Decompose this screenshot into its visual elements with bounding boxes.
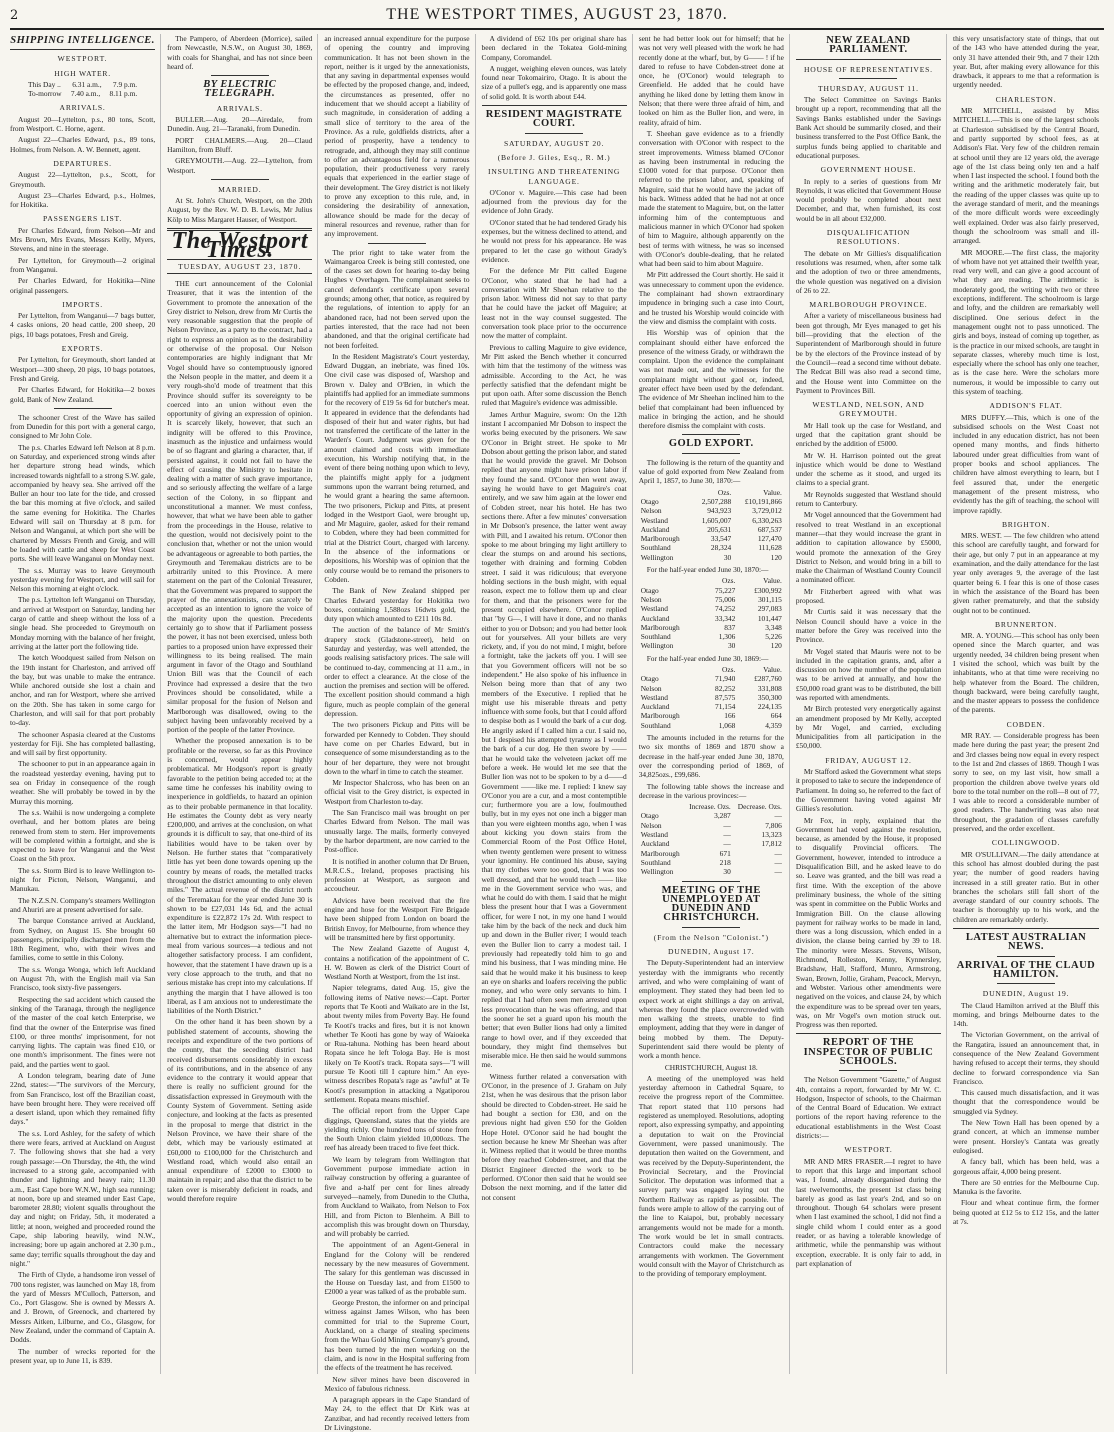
masthead (10, 6, 1104, 30)
news-paragraph: This caused much dissatisfaction, and it was thought that the correspondence would be smuggled via Sydney. (953, 1088, 1100, 1116)
leader-paragraph: Whether the proposed annexation is to be profitable or the reverse, so far as this Province is concerned, would appear highly problematical. Mr Hodgson's report is greatly favorable to the petition being acceded to; at the same time he confesses his inability owing to inexperience in goldfields, to hazard an opinion as to their probable permanence in that locality. He estimates the County debt as very nearly £200,000, and arrives at the conclusion, on what grounds it is difficult to say, that one-third of its liabilities would have to be taken over by Nelson. He further states that "comparatively little has yet been done towards opening up the country by means of roads, the metalled tracks throughout the district amounting to only eleven miles." The actual revenue of the district north of the Teremakau for the year ended June 30 is shown to be £27,031 14s 6d, and the actual expenditure is £22,872 17s 2d. With respect to the latter item, Mr Hodgson says—"I had no alternative but to extract the information piece-meal from various sources—a tedious and not altogether satisfactory process. I am confident, however, that the statement I have drawn up is a very close approach to the truth, and that no serious mistake has crept into my calculations. If anything the margin that I have allowed is too liberal, as I am anxious not to underestimate the liabilities of the North District." (167, 736, 313, 1016)
table-row: Marlborough 837 3,348 (640, 622, 782, 632)
half-year-1869: For the half-year ended June 30, 1869:— (646, 653, 769, 663)
table-row: Wellington 30 120 (640, 641, 782, 651)
paper-nameplate: The Westport Times. (171, 228, 308, 264)
news-paragraph: Advices have been received that the fire engine and hose for the Westport Fire Brigade have been shipped from London on board the British Envoy, for Melbourne, from whence they will be transmitted here by first opportunity. (324, 895, 470, 942)
telegraph-entry: PORT CHALMERS.—Aug. 20—Claud Hamilton, from Bluff. (167, 135, 313, 154)
shipping-paragraph: The s.s. Lord Ashley, for the safety of which there were fears, arrived at Auckland on August 7. The following shows that she had a very rough passage:—On Thursday, the 4th, the wind increased to a strong gale, accompanied with thunder and lightning and heavy rain; 11.30 a.m., East Cape bore W.N.W., high sea running; at noon, bore up and steamed under East Cape, barometer 28.80; violent squalls throughout the day and night; on Friday, 5th, it moderated a little; at noon, weighed and proceeded round the Cape, ship laboring heavily, wind N.W., increasing; bore up again anchored at 2.30 p.m., same day; terrific squalls throughout the day and night." (10, 1128, 156, 1268)
school-heading: CHARLESTON. (995, 94, 1057, 104)
gold-export-heading: GOLD EXPORT. (668, 438, 754, 450)
australian-news-heading: LATEST AUSTRALIAN NEWS. (965, 932, 1087, 953)
school-heading: COBDEN. (1006, 719, 1046, 729)
parliament-paragraph: Mr Vogel stated that Mauris were not to be included in the capitation grants, and, after a discussion on how the number of the population was to be arrived at annually, and how the £50,000 road grant was to be distributed, the bill was reported with amendments. (795, 646, 942, 702)
arrival-entry: August 20—Lyttelton, p.s., 80 tons, Scott, from Westport. C. Horne, agent. (10, 114, 156, 134)
column-5 (639, 34, 790, 1374)
news-paragraph: A paragraph appears in the Cape Standard of May 24, to the effect that Dr Kirk was at Zanzibar, and had recently received letters from Dr Livingstone. (324, 1395, 470, 1432)
court-paragraph: Mr Pitt addressed the Court shortly. He said it was unnecessary to comment upon the evidence. The complainant had shown extraordinary impudence in bringing such a case into Court, and he trusted his Worship would coincide with the view and dismiss the complaint with costs. (638, 270, 784, 326)
table-row: Wellington 30 — (640, 867, 782, 877)
masthead-title: THE WESTPORT TIMES, AUGUST 23, 1870. (386, 6, 728, 23)
news-paragraph: The appointment of an Agent-General in England for the Colony will be rendered necessary by the new measures of Government. The salary for this gentleman was discussed in the House on Tuesday last, and from £1500 to £2000 a year was talked of as the probable sum. (324, 1240, 470, 1296)
news-paragraph: The prior right to take water from the Waimangaroa Creek is being still contested, one of the cases set down for hearing to-day being Hughes v Overhagen. The complainant seeks to cancel defendant's certificate upon several grounds; among other, that notice, as required by the regulations, of intention to apply for an abandoned race, had not been served upon the parties interested, that the race had not been abandoned, and that the original certificate had not been forfeited. (324, 247, 470, 350)
school-heading: BRIGHTON. (1001, 519, 1051, 529)
school-heading: COLLINGWOOD. (991, 838, 1061, 848)
court-paragraph: Previous to calling Maguire to give evidence, Mr Pitt asked the Bench whether it concurred with him that the testimony of the witness was admissible. According to the Act, he was perfectly satisfied that the defendant might be put upon oath. After some discussion the Bench ruled that Maguire's evidence was admissible. (481, 342, 627, 408)
court-bench: (Before J. Giles, Esq., R. M.) (497, 152, 611, 162)
tide-row: To-morrow 7.40 a.m., 8.11 p.m. (28, 89, 138, 99)
high-water-heading: HIGH WATER. (54, 68, 111, 78)
court-paragraph: For the defence Mr Pitt called Eugene O'Conor, who stated that he had had a conversation with Mr Sheehan relative to the prison labor. Witness did not say to that party that he could have the jacket off Maguire; at least not in the way counsel suggested. The conversation took place prior to the occurrence now the matter of complaint. (481, 266, 627, 341)
leader-continued: an increased annual expenditure for the purpose of opening the country and improving communication. It has not been shown in the report, neither is it urged by the annexationists, that any saving in departmental expenses would be effected by the proposed change, and, indeed, the circumstances as presented, offer no inducement that we should accept a liability of such magnitude, in consideration of adding a small slice of territory to the area of the Province. As a rule, goldfields districts, after a period of prosperity, have a tendency to retrograde, and, although they may still continue to offer an advantageous field for a numerous population, their productiveness very rarely equals that experienced in the earlier stage of their development. The Grey district is not likely to prove any exception to this rule, and, in considering the desirability of annexation, allowance should be made for the decay of mineral resources and revenue, rather than for any improvement. (324, 34, 470, 239)
court-paragraph: T. Sheehan gave evidence as to a friendly conversation with O'Conor with respect to the street improvements. Witness blamed O'Conor as having been instrumental in reducing the £1000 voted for that purpose. O'Conor then referred to the prison labor, and, speaking of Maguire, said that he would have the jacket off his back. Witness added that he had not at once made the statement to Maguire, but, on the latter informing him of the contemptuous and malicious manner in which O'Conor had spoken of him to Maguire, although apparently on the best of terms with witness, he was so incensed with O'Conor's double-dealing, that he related what had been said to him about Maguire. (638, 128, 784, 269)
school-paragraph: MR RAY. — Considerable progress has been made here during the past year; the present 2nd and 3rd classes being now equal in every respect to the 1st and 2nd classes of 1869. Though I was sorry to see, on my last visit, how small a proportion the children above twelve years old bore to the total number on the roll—8 out of 77, I was able to record a considerable number of good readers. The handwriting was also neat throughout, the gradation of classes carefully preserved, and the order excellent. (953, 731, 1100, 834)
parliament-paragraph: After a variety of miscellaneous business had been got through, Mr Eyes managed to get his bill—providing that the election of the Superintendent of Marlborough should in future be by the electors of the Province instead of by the Council—read a second time without debate. The Redcat Bill was also read a second time, and the House went into Committee on the Payment to Provinces Bill. (795, 311, 942, 395)
shipping-paragraph: A London telegram, bearing date of June 22nd, states:—"The survivors of the Mercury, from San Francisco, lost off the Brazilian coast, have been brought here. They were received off a desert island, upon which they remained fifty days." (10, 1070, 156, 1127)
table-row: Nelson — 7,806 (640, 820, 782, 830)
arrival-entry: August 22—Charles Edward, p.s., 89 tons, Holmes, from Nelson. A. W. Bennett, agent. (10, 135, 156, 154)
table-row: Nelson 75,006 301,115 (640, 594, 782, 604)
school-heading: BRUNNERTON. (995, 619, 1058, 629)
news-paragraph: The two prisoners Pickup and Pitts will be forwarded per Kennedy to Cobden. They should have come on per Charles Edward, but in consequence of some misunderstanding as to the hour of her departure, they were not brought down to the wharf in time to catch the steamer. (324, 720, 470, 776)
shipping-paragraph: The p.s. Lyttelton left Wanganui on Thursday, and arrived at Westport on Saturday, landing her cargo of cattle and sheep without the loss of a single head. She proceeded to Greymouth on Monday morning with the balance of her freight, arriving at the latter port the following tide. (10, 595, 156, 651)
parliament-paragraph: Mr Reynolds suggested that Westland should return to Canterbury. (795, 489, 942, 509)
table-row: Marlborough 166 664 (640, 711, 782, 721)
table-row: Auckland 71,154 224,135 (640, 702, 782, 712)
parliament-paragraph: Mr Curtis said it was necessary that the Nelson Council should have a voice in the matter before the Grey was received into the Province. (795, 607, 942, 645)
table-row: Southland 1,068 4,359 (640, 720, 782, 730)
news-paragraph: The New Zealand Gazette of August 4, contains a notification of the appointment of C. H. W. Bowen as clerk of the District Court of Westland North at Westport, from the 1st inst. (324, 944, 470, 982)
court-paragraph: O'Conor stated that he had tendered Grady his expenses, but the witness declined to attend, and he would not press for his appearance. He was prepared to let the case go without Grady's evidence. (481, 217, 627, 264)
table-row: Westland — 13,323 (640, 830, 782, 840)
news-paragraph: George Preston, the informer on and principal witness against James Wilson, who has been committed for trial to the Supreme Court, Auckland, on a charge of stealing specimens from the Whau Gold Mining Company's ground, has been turned by the men working on the claim, and is now in the Hospital suffering from the effects of the treatment he has received. (324, 1298, 470, 1373)
exports-heading: EXPORTS. (61, 344, 104, 354)
table-row: Westland 74,252 297,083 (640, 604, 782, 614)
news-paragraph: There are 50 entries for the Melbourne Cup. Manuka is the favorite. (953, 1177, 1100, 1197)
export-entry: Per Charles Edward, for Hokitika—2 boxes gold, Bank of New Zealand. (10, 385, 156, 404)
parliament-paragraph: In reply to a series of questions from Mr Reynolds, it was elicited that Government House would probably be completed about next December, and that, when furnished, its cost would be in all about £32,000. (795, 176, 942, 223)
court-paragraph: Witness further related a conversation with O'Conor, in the presence of J. Graham on July 21st, when he was desirous that the prison labor should be directed to Cobden-street. He said he had bought a section for £30, and on the previous night had given £50 for the Golden Hope Hotel. O'Conor said he had bought the section because he knew Mr Sheehan was after it. Witness replied that it would be three months before they reached Cobden-street, and that the District Engineer directed the work to be performed. O'Conor then said that he would see Dobson the next morning, and if the latter did not consent (481, 1071, 627, 1202)
gold-summary: The following table shows the increase and decrease in the various provinces:— (638, 781, 784, 800)
news-paragraph: It is notified in another column that Dr Bruen, M.R.C.S., Ireland, proposes practising his profession at Westport, as surgeon and accoucheur. (324, 856, 470, 894)
news-paragraph: The New Town Hall has been opened by a grand concert, at which an immense number were present. Horsley's Cantata was greatly eulogised. (953, 1118, 1100, 1155)
news-paragraph: The Bank of New Zealand shipped per Charles Edward yesterday for Hokitika two boxes, containing 1,588ozs 16dwts gold, the duty upon which amounted to £211 10s 8d. (324, 586, 470, 624)
telegraph-arrivals: ARRIVALS. (216, 103, 263, 113)
passenger-entry: Per Charles Edward, from Nelson—Mr and Mrs Brown, Mrs Evans, Messrs Kelly, Myers, Stevens, and nine in the steerage. (10, 225, 156, 254)
departures-heading: DEPARTURES. (53, 158, 112, 168)
telegraph-entry: BULLER.—Aug. 20—Airedale, from Dunedin. Aug. 21—Taranaki, from Dunedin. (167, 115, 313, 134)
news-paragraph: Mr Inspector Shalcross, who has been on an official visit to the Grey district, is expected in Westport from Charleston to-day. (324, 778, 470, 806)
news-paragraph: The auction of the balance of Mr Smith's drapery stock (Gladstone-street), held on Saturday and yesterday, was well attended, the goods realising satisfactory prices. The sale will be continued to-day, commencing at 11 a.m., in order to effect a clearance. At the close of the auction the premises and section will be offered. The excellent position should command a high figure, much as people complain of the general depression. (324, 625, 470, 719)
shipping-paragraph: The N.Z.S.N. Company's steamers Wellington and Ahuriri are at present advertised for sale. (10, 895, 156, 914)
table-row: Westland 87,575 350,300 (640, 692, 782, 702)
inspector-report-heading: REPORT OF THE INSPECTOR OF PUBLIC SCHOOLS. (803, 1037, 934, 1067)
subsection-heading: DISQUALIFICATION RESOLUTIONS. (826, 228, 911, 247)
report-continued: this very unsatisfactory state of things, that out of the 143 who have attended during the year, only 31 have attended their 9th, and 7 their 12th year. But, after making every allowance for this drawback, it appears to me that a reformation is urgently needed. (953, 34, 1100, 90)
meeting-dateline-2: CHRISTCHURCH, August 18. (664, 1062, 758, 1072)
gold-intro: The following is the return of the quantity and value of gold exported from New Zealand from April 1, 1857, to June 30, 1870:— (638, 457, 784, 486)
school-paragraph: MR MITCHELL, assisted by Miss MITCHELL.—This is one of the largest schools at Charleston subsidised by the Central Board, and partly supported by school fees, as at Addison's Flat. Very few of the children remain at school until they are 12 years old, the average age of the 1st class being only ten and a half when I last inspected the school. I found both the writing and the arithmetic moderately fair, but the reading of the upper classes was quite up to the average standard of merit, and the meanings of the more difficult words were exceedingly well explained. Order was also fairly preserved, though the schoolroom was small and ill-arranged. (953, 106, 1100, 246)
school-heading: WESTPORT. (844, 1145, 893, 1155)
school-heading: ADDISON'S FLAT. (989, 401, 1063, 411)
shipping-paragraph: The s.s. Storm Bird is to leave Wellington to-night for Picton, Nelson, Wanganui, and Manukau. (10, 865, 156, 894)
parliament-paragraph: Mr Fitzherbert agreed with what was proposed. (795, 586, 942, 606)
arrival-heading: ARRIVAL OF THE CLAUD HAMILTON. (956, 959, 1096, 980)
school-paragraph: MR. A. YOUNG.—This school has only been opened since the March quarter, and was urgently needed, 34 children being present when I visited the school, which was built by the inhabitants, who at that time were receiving no help whatever from the Board. The children, though backward, were being carefully taught, and the master appears to possess the confidence of the parents. (953, 631, 1100, 715)
news-paragraph: A dividend of £62 10s per original share has been declared in the Tokatea Gold-mining Company, Coromandel. (481, 34, 627, 62)
shipping-paragraph: The schooner to put in an appearance again in the roadstead yesterday evening, having put to sea on Friday in consequence of the rough weather. She will probably be towed in by the Murray this morning. (10, 759, 156, 806)
parliament-paragraph: Mr Vogel announced that the Government had resolved to treat Westland in an exceptional manner—that they would increase the grant in addition to capitation allowance by £5000, would promote the annexation of the Grey District to Nelson, and would bring in a bill to make the Chairman of Westland County Council a nominated officer. (795, 510, 942, 585)
pampero-notice: The Pampero, of Aberdeen (Morrice), sailed from Newcastle, N.S.W., on August 30, 1869, with coals for Shanghai, and has not since been heard of. (167, 34, 313, 71)
court-date: SATURDAY, AUGUST 20. (503, 138, 605, 148)
school-paragraph: MRS. WEST. — The few children who attend this school are carefully taught, and forward for their age, but only 7 put in an appearance at my examination, and the daily attendance for the last year only averages 9, the average of the last quarter being 6. I fear this is one of those cases in which the assistance of the Board has been given rather prematurely, and that the subsidy ought not to be continued. (953, 531, 1100, 615)
passengers-heading: PASSENGERS LIST. (43, 214, 123, 224)
gold-table-1869: Ozs. Value. Otago 71,940 £287,760 Nelson 82,252 331,808 Westland 87,575 350,300 Auckland 71,154 224,135 Marlborough 166 664 Southland 1,068 4,359 (640, 665, 782, 730)
subsection-heading: GOVERNMENT HOUSE. (820, 165, 917, 175)
news-paragraph: The Claud Hamilton arrived at the Bluff this morning, and brings Melbourne dates to the 14th. (953, 1000, 1100, 1029)
gold-summary: The amounts included in the returns for the two six months of 1869 and 1870 show a decrease in the half-year ended June 30, 1870, over the corresponding period of 1869, of 34,825ozs., £99,686. (638, 733, 784, 780)
married-heading: MARRIED. (218, 184, 262, 194)
meeting-source: (From the Nelson "Colonist.") (653, 932, 769, 942)
shipping-paragraph: The s.s. Murray was to leave Greymouth yesterday evening for Westport, and will sail for Nelson this morning at eight o'clock. (10, 565, 156, 594)
parliament-paragraph: Mr Birch protested very energetically against an amendment proposed by Mr Kelly, accepted by Mr Vogel, and carried, excluding Municipalities from all participation in the £50,000. (795, 704, 942, 751)
news-dateline: DUNEDIN, August 19. (982, 989, 1070, 999)
subsection-heading: MARLBOROUGH PROVINCE. (809, 300, 928, 310)
shipping-paragraph: The s.s. Wonga Wonga, which left Auckland on August 7th, with the English mail via San Francisco, took sixty-five passengers. (10, 964, 156, 993)
subsection-heading: WESTLAND, NELSON, AND GREYMOUTH. (812, 400, 925, 419)
table-row: Westland 1,605,007 6,330,263 (640, 515, 782, 525)
meeting-paragraph: A meeting of the unemployed was held yesterday afternoon in Cathedral Square, to receive the progress report of the Committee. That report stated that 110 persons had registered as unemployed. Resolutions, adopting report, also expressing sympathy, and appointing a deputation to wait on the Provincial Government, were passed unanimously. The deputation then waited on the Government, and was received by the Deputy-Superintendent, the Provincial Secretary, and the Provincial Solicitor. The deputation was informed that a survey party was engaged laying out the Northern Railway as rapidly as possible. The funds were ample to allow of the carrying out of the line to Kaiapoi, but, probably necessary arrangements would not be made for a month. The work would be let in small contracts. Contractors could make the necessary arrangements with workmen. The Government would consult with the Mayor of Christchurch as to the providing of temporary employment. (638, 1073, 784, 1279)
news-paragraph: Napier telegrams, dated Aug. 15, give the following items of Native news:—Capt. Porter reports that Te Kooti and Waikato are in the Ist, about twenty miles from Poverty Bay. He found Te Kooti's tracks and fires, but it is not known whether Te Kooti has gone by way of Waioeka or Rua-tahuna. Nothing has been heard about Ropata since he left Tologa Bay. He is most likely on Te Kooti's track. Ropata says—"I will pursue Te Kooti till I capture him." An eye-witness describes Ropata's rage as "awful" at Te Kooti's presumption in attacking a Ngatiporou settlement. Ropata means mischief. (324, 983, 470, 1104)
table-row: Southland 218 — (640, 857, 782, 867)
news-paragraph: We learn by telegram from Wellington that Government purpose immediate action in railway construction by offering a guarantee of five and a-half per cent for lines already surveyed—namely, from Dunedin to the Clutha, from Auckland to Waikato, from Nelson to Fox Hill, and from Picton to Blenheim. A Bill to accomplish this was brought down on Thursday, and will probably be carried. (324, 1154, 470, 1239)
house-heading: HOUSE OF REPRESENTATIVES. (804, 64, 933, 74)
leader-paragraph: THE curt announcement of the Colonial Treasurer, that it was the intention of the Government to promote the annexation of the Grey district to Nelson, drew from Mr Curtis the very reasonable suggestion that the people of Nelson Province, as a party to the contract, had a right to express an opinion as to the desirability or otherwise of the proposal. Our Nelson contemporaries are highly indignant that Mr Vogel should have so contemptuously ignored the Nelson people in the matter, and deem it a very rough-sho'd mode of treatment that this Province should suffer its sovereignty to be coerced into an union without even the opportunity of giving an expression of opinion. It is scarcely likely, however, that such an indignity will be offered to this Province, inasmuch as the injustice and unfairness would be of so flagrant and glaring a character, that, if persisted against, it could not fail to have the effect of causing the Ministry to hesitate in dealing with a matter of such grave importance, and so seriously affecting the welfare of a large section of the Colony, in so flippant and unconstitutional a manner. We must confess, however, that what we have been able to gather from the proceedings in the House, relative to the question, would not decisively point to the conclusion that, whether or not the union would be advantageous or agreeable to both parties, the Greymouth and Teremakau districts are to be arbitrarily united to this Province. A mere statement on the part of the Colonial Treasurer, that the Government was prepared to support the prayer of the annexationists, can scarcely be accepted as an intention to ignore the voice of the majority upon the question. Precedents certainly go to show that if Parliament possess the power, it has not been exercised, unless both parties to a proposed union have expressed their willingness to its being realised. The main argument in favor of the Otago and Southland Union Bill was that the Council of each Province had expressed a desire that the two Provinces should be consolidated, while a similar proposal for the fusion of Nelson and Marlborough was disallowed, owing to the subject having been unfavorably received by a portion of the people of the latter Province. (167, 278, 313, 735)
table-row: Marlborough 671 — (640, 848, 782, 858)
sitting-date: THURSDAY, AUGUST 11. (818, 83, 919, 93)
news-paragraph: A nugget, weighing eleven ounces, was lately found near Tokomairiro, Otago. It is about the size of a pullet's egg, and is apparently one mass of solid gold. It is worth about £44. (481, 63, 627, 101)
shipping-paragraph: The p.s. Charles Edward left Nelson at 8 p.m. on Saturday, and experienced strong winds after her departure strong head winds, which increased towards nightfall to a strong S.W. gale, accompanied by heavy sea. She arrived off the Buller an hour too late for the tide, and crossed the bar this morning at five o'clock, and sailed the same evening for Hokitika. The Charles Edward will sail on Thursday at 8 p.m. for Nelson and Wanganui, at which port she will be chartered by Messrs Frenth and Greig, and will be loaded with cattle and sheep for West Coast ports. She will leave Wanganui on Monday next. (10, 442, 156, 564)
shipping-paragraph: The s.s. Waihii is now undergoing a complete overhaul, and her bottom plates are being renewed from stem to stern. Her improvements will be completed within a fortnight, and she is expected to leave for Wanganui and the West Coast on the 5th prox. (10, 807, 156, 864)
column-6 (796, 34, 947, 1374)
telegraph-entry: GREYMOUTH.—Aug. 22—Lyttelton, from Westport. (167, 156, 313, 175)
meeting-dateline: DUNEDIN, August 17. (668, 947, 755, 957)
parliament-paragraph: Mr Hall took up the case for Westland, and urged that the capitation grant should be enriched by the addition of £5000. (795, 420, 942, 449)
shipping-paragraph: The Firth of Clyde, a handsome iron vessel of 700 tons register, was launched on May 18, from the yard of Messrs M'Culloch, Patterson, and Co., Port Glasgow. She is owned by Messrs A. and J. Brown, of Greenock, and chartered by Messrs Aitken, Lilburne, and Co., Glasgow, for New Zealand, under the command of Captain A. Dodds. (10, 1270, 156, 1345)
tide-row: This Day .. 6.31 a.m., 7.9 p.m. (28, 79, 138, 89)
court-paragraph: O'Conor v. Maguire.—This case had been adjourned from the previous day for the evidence of John Grady. (481, 187, 627, 216)
shipping-paragraph: Respecting the sad accident which caused the sinking of the Taranaga, through the negligence of the master of the coal ketch Enterprise, we find that the owner of the Enterprise was fined £100, or three months' imprisonment, for not carrying lights. The captain was fined £10, or one month's imprisonment. The fines were not paid, and the parties went to gaol. (10, 994, 156, 1069)
passenger-entry: Per Lyttelton, for Greymouth—2 original from Wanganui. (10, 255, 156, 274)
table-row: Nelson 82,252 331,808 (640, 683, 782, 693)
table-row: Auckland 33,342 101,447 (640, 613, 782, 623)
shipping-paragraph: The schooner Aspasia cleared at the Customs yesterday for Fiji. She has completed ballasting, and will sail by first opportunity. (10, 729, 156, 758)
news-paragraph: The Victorian Government, on the arrival of the Rangatira, issued an announcement that, in consequence of the New Zealand Government having refused to accept their terms, they should decline to forward correspondence via San Francisco. (953, 1030, 1100, 1086)
table-row: Southland 1,306 5,226 (640, 632, 782, 642)
column-2 (167, 34, 318, 1374)
news-paragraph: The official report from the Upper Cape diggings, Queensland, states that the yields are yielding richly. One hundred tons of stone from the South Union claim yielded 10,000ozs. The reef has already been traced to five feet thick. (324, 1106, 470, 1153)
column-4 (482, 34, 633, 1374)
shipping-paragraph: The schooner Crest of the Wave has sailed from Dunedin for this port with a general cargo, consigned to Mr John Cole. (10, 412, 156, 441)
half-year-1870: For the half-year ended June 30, 1870:— (646, 565, 769, 575)
school-paragraph: MR AND MRS FRASER.—I regret to have to report that this large and important school was, I found, already disorganised during the last twelvemonths, the present 1st class being barely as good as last year's 2nd, and so on throughout. Though 64 scholars were present when I last examined the school, I did not find a single child whom I could enter as a good reader, or as having a tolerable knowledge of arithmetic, while the penmanship was without exception, execrable. It is only fair to add, in part explanation of (795, 1156, 942, 1268)
table-row: Auckland 205,631 687,537 (640, 524, 782, 534)
court-paragraph: James Arthur Maguire, sworn: On the 12th instant I accompanied Mr Dobson to inspect the works being executed by the prisoners. We saw O'Conor in Bright street. He spoke to Mr Dobson about getting the prison labor, and stated that he would provide the gravel. Mr Dobson replied that anyone might have prison labor if they found the sand. O'Conor then went away, saying he would have to get Maguire's coat entirely, and we saw him again at the lower end of Cobden street, near his hotel. He has two sections there. After a few minutes' conversation in Mr Dobson's presence, the latter went away with Pill, and I awaited his return. O'Conor then spoke to me about bringing my light artillery to clear the stumps on and around his sections, together with draining and forming Cobden street. I said it was ridiculous; that everyone holding sections in the bush might, with equal reason, expect me to follow them up and clear for them, and that the prisoners were for the present occupied elsewhere. O'Conor replied that "by G—, I will have it done, and no thanks either to you or Dobson; and you had better look out for yourselves. All your billets are very rickety, and, if you do not mind, I might, before a fortnight, take the jackets off you. I will see that you Government officers will not be so independent." He also spoke of his influence in Nelson being more than that of any two members of the Executive. I replied that he might use his miserable threats and petty influence with some fools, but that I could afford to despise both as I would the bark of a cur dog. He angrily asked if I called him a cur. I said no, but I despised his attempted tyranny as I would the bark of a cur dog. He then swore by —— that he would take the velveteen jacket off me before a week. He would let me see that the Buller lion was not to be spoken to by a d——d Government ——like me. I replied: I knew say O'Conor you are a cur, and a most contemptible cur; furthermore you are a low, foulmouthed bully, but in my eyes not one inch a bigger man than you were eighteen months ago, when I was about kicking you down stairs from the Commercial Room of the Post Office Hotel, when twenty gentlemen were present to witness your ignominy. He continued his abuse, saying that my clothes were too good, that I was too well dressed, and that he would teach —— like me in the Government service who was, and what he could do with them. I said that he might bless the present hour that I was a Government officer, for were I not, in my one hand I would take him by the back of the neck and duck him up and down in the Buller river; I would teach even the Buller lion to carry a modest tail. I previously had repeatedly told him to go and mind his business, that I was minding mine. He said that he would make it his business to keep an eye on sharks and loafers receiving the public money, and who were only servants to him. I replied that I had often seen men arrested upon less provocation than he was offering, and that the sooner he set a guard upon his mouth the better; that even Buller lions had only a limited range to howl over, and if they exceeded that boundary, they might find themselves but miserable mice. He then said he would summons me. (481, 409, 627, 1070)
court-continued: sent he had better look out for himself; that he was not very well pleased with the work he had recently done at the wharf, but, by G—— ! if he dared to refuse to have Cobden-street done at once, he (O'Conor) would telegraph to Greenfield. He added that he could have anything he liked done by letting them know in Nelson; that there were three afraid of him, and looked on him as the Buller lion, and were, in reality, afraid of him. (638, 34, 784, 127)
news-paragraph: Flour and wheat continue firm, the former being quoted at £12 5s to £12 15s, and the latter at 7s. (953, 1198, 1100, 1227)
import-entry: Per Lyttelton, from Wanganui—7 bags butter, 4 casks onions, 20 head cattle, 200 sheep, 20 pigs, 10 bags potatoes, Fresh and Greig. (10, 311, 156, 339)
table-row: Otago 2,507,288 £10,191,866 (640, 496, 782, 506)
report-intro: The Nelson Government "Gazette," of August 4th, contains a report, forwarded by Mr W. C. Hodgson, Inspector of schools, to the Chairman of the Central Board of Education. We extract portions of the report having reference to the educational establishments in the West Coast districts:— (795, 1075, 942, 1141)
court-case-title: INSULTING AND THREATENING LANGUAGE. (487, 167, 621, 186)
page-number: 2 (10, 8, 19, 23)
imports-heading: IMPORTS. (62, 299, 103, 309)
column-7 (953, 34, 1104, 1374)
table-row: Auckland — 17,812 (640, 839, 782, 849)
departure-entry: August 22—Lyttelton, p.s., Scott, for Greymouth. (10, 170, 156, 189)
export-entry: Per Lyttelton, for Greymouth, short landed at Westport—300 sheep, 20 pigs, 10 bags potatoes, Fresh and Greig. (10, 355, 156, 383)
news-paragraph: The San Francisco mail was brought on per Charles Edward from Nelson. The mail was unusually large. The mails, formerly conveyed by the harbor department, are now carried to the Post-office. (324, 808, 470, 855)
table-row: Otago 75,227 £300,992 (640, 585, 782, 595)
column-3 (324, 34, 475, 1432)
meeting-heading: MEETING OF THE UNEMPLOYED AT DUNEDIN AND CHRISTCHURCH. (661, 884, 761, 924)
news-paragraph: A fancy ball, which has been held, was a gorgeous affair, 4,000 being present. (953, 1157, 1100, 1176)
gold-table-change: Increase. Ozs. Decrease. Ozs. Otago 3,287 — Nelson — 7,806 Westland — 13,323 Auckland — 17,812 Marlborough 671 — Southland 218 — Wellington 30 — (640, 802, 782, 877)
telegraph-heading: BY ELECTRIC TELEGRAPH. (203, 79, 277, 100)
sitting-date: FRIDAY, AUGUST 12. (825, 755, 912, 765)
court-heading: RESIDENT MAGISTRATE COURT. (485, 109, 623, 130)
port-heading: WESTPORT. (57, 54, 108, 64)
table-row: Nelson 943,923 3,729,012 (640, 506, 782, 516)
school-paragraph: MR MOORE.—The first class, the majority of whom have not yet attained their twelfth year, read very well, and can give a good account of what they are reading. The arithmetic is moderately good, the writing with two or three exceptions, indifferent. The schoolroom is large and lofty, and the children are remarkably well disciplined. One serious defect in the management ought not to pass unnoticed. The girls and boys, instead of coming up together, as is the practice in our mixed schools, are taught in separate classes, whereby much time is lost, especially where the school has only one teacher, as is the case here. Were the scholars more numerous, it would be impossible to carry out this system of teaching. (953, 247, 1100, 396)
parliament-heading: NEW ZEALAND PARLIAMENT. (826, 35, 911, 56)
table-row: Otago 71,940 £287,760 (640, 674, 782, 684)
table-row: Otago 3,287 — (640, 811, 782, 821)
news-paragraph: New silver mines have been discovered in Mexico of fabulous richness. (324, 1374, 470, 1393)
table-row: Marlborough 33,547 127,470 (640, 534, 782, 544)
issue-dateline: TUESDAY, AUGUST 23, 1870. (167, 259, 312, 274)
parliament-paragraph: The debate on Mr Gillies's disqualification resolutions was resumed, when, after some talk and the adoption of two or three amendments, the whole question was negatived on a division of 26 to 22. (795, 248, 942, 295)
parliament-paragraph: Mr W. H. Harrison pointed out the great injustice which would be done to Westland under the scheme as it stood, and urged its claims to a special grant. (795, 450, 942, 488)
court-paragraph: His Worship was of opinion that the complainant should either have enforced the presence of the witness Grady, or withdrawn the complaint. Upon the evidence the complainant was not made out, and the witnesses for the complainant might without gaol or, indeed, greater effect have been used by the defendant. The evidence of Mr Sheehan inclined him to the belief that complainant had been influenced by malice in bringing the action, and he should therefore dismiss the complaint with costs. (638, 328, 784, 431)
departure-entry: August 23—Charles Edward, p.s., Holmes, for Hokitika. (10, 190, 156, 210)
table-row: Southland 28,324 111,628 (640, 543, 782, 553)
shipping-paragraph: The ketch Woodquest sailed from Nelson on the 19th instant for Charleston, and arrived off the bay, but was unable to make the entrance. While anchored outside she lost a chain and anchor, and ran for Westport, where she arrived on the 20th. She has taken in some cargo for Charleston, and will sail for that port probably to-day. (10, 653, 156, 728)
table-row: Wellington 30 120 (640, 552, 782, 562)
gold-table-1870: Ozs. Value. Otago 75,227 £300,992 Nelson 75,006 301,115 Westland 74,252 297,083 Auckland 33,342 101,447 Marlborough 837 3,348 Southland 1,306 5,226 Wellington 30 120 (640, 576, 782, 651)
parliament-paragraph: Mr Stafford asked the Government what steps it proposed to take to secure the independence of Parliament. In doing so, he referred to the fact of the Government having voted against Mr Gillies's resolution. (795, 767, 942, 814)
shipping-paragraph: The number of wrecks reported for the present year, up to June 11, is 839. (10, 1346, 156, 1365)
leader-paragraph: On the other hand it has been shown by a published statement of accounts, showing the receipts and expenditure of the two portions of the county, that the seceding district had received disbursements considerably in excess of its contributions, and in the absence of any evidence to the contrary it would appear that there is really no sufficient ground for the dissatisfaction expressed in Greymouth with the County System of Government. Setting aside conjecture, and looking at the facts as presented in the proposal to merge that district in the Nelson Province, we have their share of the debt, which may be variously estimated at £60,000 to £100,000 for the Christchurch and Westland road, which would also entail an annual expenditure of £2000 to £3000 to maintain in repair; and also that the district to be taken over is miserably deficient in roads, and would therefore require (167, 1017, 313, 1204)
parliament-paragraph: Mr Fox, in reply, explained that the Government had voted against the resolution, because, as amended by the House, it proposed to disqualify Provincial officers. The Government, however, intended to introduce a Disqualification Bill, and he asked leave to do so. Leave was granted, and the bill was read a first time. With the exception of the above preliminary business, the whole of the sitting was spent in committee on the Public Works and Immigration Bill. On the clause allowing payment for railway works to be made in land, there was a long discussion, which ended in a division, the clause being carried by 39 to 18. The minority were Messrs. Stevens, Wilson, Richmond, Rolleston, Kenny, Kynnersley, Bradshaw, Hall, Stafford, Munro, Armstrong, Swan, Brown, Jollie, Graham, Peacock, Mervyn, and Webster. Various other amendments were negatived on the voices, and clause 24, by which the expenditure was to be spread over ten years, was, on Mr Vogel's own motion struck out. Progress was then reported. (795, 815, 942, 1030)
arrivals-heading: ARRIVALS. (59, 103, 106, 113)
shipping-heading: SHIPPING INTELLIGENCE. (10, 35, 155, 46)
gold-table-total: Ozs. Value. Otago 2,507,288 £10,191,866 Nelson 943,923 3,729,012 Westland 1,605,007 6,330,263 Auckland 205,631 687,537 Marlborough 33,547 127,470 Southland 28,324 111,628 Wellington 30 120 (640, 487, 782, 562)
school-paragraph: MR O'SULLIVAN.—The daily attendance at this school has almost doubled during the past year; the number of good readers having increased in a still greater ratio. But in other branches the scholars still fall short of the average standard of our country schools. The teacher is thoroughly up to his work, and the children are remarkably orderly. (953, 849, 1100, 924)
married-notice: At St. John's Church, Westport, on the 20th August, by the Rev. W. D. B. Lewis, Mr Julius Kölp to Miss Margaret Hauser, of Westport. (167, 196, 313, 224)
passenger-entry: Per Charles Edward, for Hokitika—Nine original passengers. (10, 276, 156, 295)
school-paragraph: MRS DUFFY.—This, which is one of the subsidised schools on the West Coast not included in any education district, has not been opened many months, and finds hitherto laboured under great difficulties from want of proper books and school appliances. The children have almost everything to learn, but I feel assured that, under the energetic management of the present mistress, who evidently has the gift of teaching, the school will improve rapidly. (953, 412, 1100, 515)
parliament-paragraph: The Select Committee on Savings Banks brought up a report, recommending that all the Savings Banks established under the Savings Bank Act should be summarily closed, and their business transferred to the Post Office Bank, the surplus funds being applied to charitable and educational purposes. (795, 95, 942, 160)
meeting-paragraph: The Deputy-Superintendent had an interview yesterday with the immigrants who recently arrived, and who were complaining of want of employment. They stated they had been led to expect work at eight shillings a day on arrival, whereas they found the place overcrowded with men walking the streets, unable to find employment, adding that they were in danger of being mobbed by them. The Deputy-Superintendent said there would be plenty of work a month hence. (638, 958, 784, 1061)
column-1 (10, 34, 161, 1374)
news-paragraph: In the Resident Magistrate's Court yesterday, Edward Duggan, an inebriate, was fined 10s. One civil case was disposed of, Warshop and Brown v. Daley and O'Brien, in which the plaintiffs had applied for an immediate summons for the recovery of £19 5s 6d for butcher's meat. It appeared in evidence that the defendants had disposed of their hut and water rights, but had not transferred the certificate of the latter in the Warden's Court. Judgment was given for the amount claimed and costs with immediate execution, his Worship notifying that, in the event of there being nothing upon which to levy, the plaintiffs might apply for a judgment summons upon the warrant being returned, and he would grant a hearing the same afternoon. The two prisoners, Pickup and Pitts, at present lodged in the Westport Gaol, were brought up, and Mr Maguire, gaoler, asked for their remand to Cobden, where they had been committed for trial at the District Court, charged with larceny. In the absence of the informations or depositions, his Worship was of opinion that the only course would be to remand the prisoners to Cobden. (324, 351, 470, 584)
shipping-paragraph: The barque Constance arrived at Auckland, from Sydney, on August 15. She brought 60 passengers, principally discharged men from the 18th Regiment, who, with their wives and families, come to settle in this Colony. (10, 916, 156, 963)
